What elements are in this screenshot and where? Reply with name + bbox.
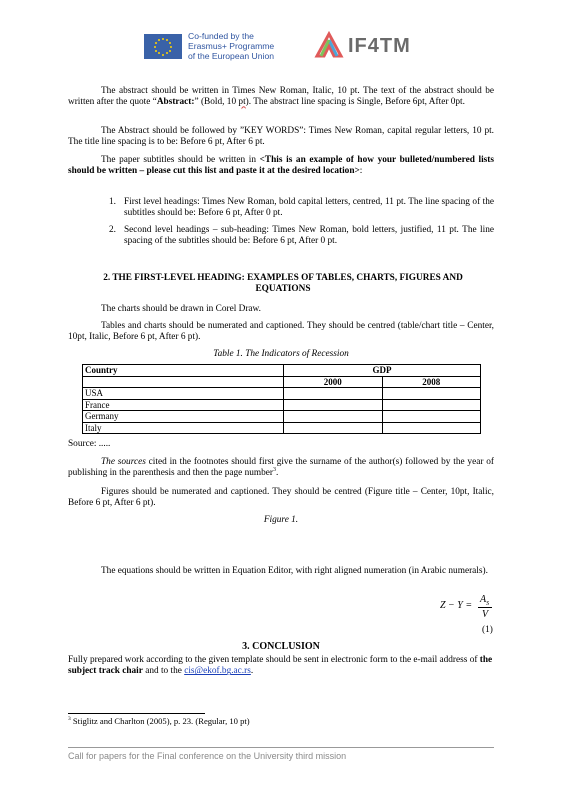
section-2-paragraph-1: The charts should be drawn in Corel Draw. — [101, 304, 261, 314]
table-row — [83, 399, 481, 411]
section-3-heading: 3. CONCLUSION — [242, 641, 320, 652]
eu-star-icon — [154, 46, 156, 48]
table-cell — [382, 411, 481, 423]
abstract-paragraph-3: The paper subtitles should be written in <This is an example of how your bulleted/numbered lists should be written – please cut this list and paste it at the desired location>: — [68, 155, 494, 177]
table-cell-country: Italy — [83, 422, 284, 434]
table-cell-country: France — [83, 399, 284, 411]
table-header-year: 2008 — [382, 376, 481, 388]
table-source: Source: ..... — [68, 439, 111, 449]
eu-star-icon — [162, 54, 164, 56]
table-cell-empty — [83, 376, 284, 388]
if4tm-logo-icon — [314, 31, 344, 61]
eu-star-icon — [162, 38, 164, 40]
eu-line-3: of the European Union — [188, 51, 275, 61]
eu-cofunded-label — [188, 31, 274, 61]
table-cell-country: USA — [83, 388, 284, 400]
table-cell — [284, 411, 383, 423]
table-header-country: Country — [83, 365, 284, 377]
equation-lhs: Z − Y = — [440, 600, 473, 611]
eu-star-icon — [158, 52, 160, 54]
list-item: 2. Second level headings – sub-heading: Times New Roman, bold letters, justified, 11 pt. The line spacing of the subtitles should be: Before 6 pt, After 0 pt. — [109, 225, 494, 247]
footer-text: Call for papers for the Final conference on the University third mission — [68, 751, 347, 761]
eu-star-icon — [166, 52, 168, 54]
equation-denominator: V — [482, 609, 489, 620]
footer-divider — [68, 747, 494, 748]
equation-fraction-bar — [478, 607, 492, 608]
table-header-gdp: GDP — [284, 365, 481, 377]
eu-star-icon — [166, 39, 168, 41]
footnote-divider — [68, 713, 205, 714]
if4tm-logo-text: IF4TM — [348, 35, 411, 57]
eu-star-icon — [169, 42, 171, 44]
section-2-paragraph-4: Figures should be numerated and captioned. They should be centred (Figure title – Center, 10pt, Italic, Before 6 pt, After 6 pt). — [68, 487, 494, 509]
table-header-year: 2000 — [284, 376, 383, 388]
eu-star-icon — [155, 50, 157, 52]
section-3-paragraph: Fully prepared work according to the given template should be sent in electronic form to the e-mail address of the subject track chair and to the cis@ekof.bg.ac.rs. — [68, 655, 493, 677]
section-2-paragraph-3: The sources cited in the footnotes should first give the surname of the author(s) followed by the year of publishing in the parenthesis and then the page number$^3$. — [68, 457, 494, 479]
eu-star-icon — [155, 42, 157, 44]
table-year-row — [83, 376, 481, 388]
table-cell — [284, 399, 383, 411]
table-header-row — [83, 365, 481, 377]
table-cell — [284, 388, 383, 400]
section-2-heading: 2. THE FIRST-LEVEL HEADING: EXAMPLES OF TABLES, CHARTS, FIGURES AND EQUATIONS — [103, 273, 463, 295]
table-row — [83, 422, 481, 434]
eu-flag-icon — [144, 34, 182, 59]
table-cell — [382, 388, 481, 400]
table-caption: Table 1. The Indicators of Recession — [213, 349, 349, 359]
equation-label: (1) — [482, 625, 493, 635]
equation-numerator: $A_S$ — [480, 594, 490, 607]
eu-star-icon — [158, 39, 160, 41]
section-2-paragraph-5: The equations should be written in Equation Editor, with right aligned numeration (in Arabic numerals). — [101, 566, 488, 576]
footnote: $^3$ Stiglitz and Charlton (2005), p. 23. (Regular, 10 pt) — [68, 716, 250, 726]
abstract-paragraph-2: The Abstract should be followed by ”KEY WORDS”: Times New Roman, capital regular letters, 10 pt. The title line spacing is to be: Before 6 pt, After 6 pt. — [68, 126, 494, 148]
eu-line-2: Erasmus+ Programme — [188, 41, 275, 51]
eu-star-icon — [170, 46, 172, 48]
table-cell-country: Germany — [83, 411, 284, 423]
abstract-paragraph-1: The abstract should be written in Times New Roman, Italic, 10 pt. The text of the abstract should be written after the quote “Abstract:” (Bold, 10 pt). The abstract line spacing is Single, Before 6pt, After 0pt. — [68, 86, 494, 108]
list-item: 1. First level headings: Times New Roman, bold capital letters, centred, 11 pt. The line spacing of the subtitles should be: Before 6 pt, After 0 pt. — [109, 197, 494, 219]
table-cell — [284, 422, 383, 434]
table-row — [83, 388, 481, 400]
table-cell — [382, 399, 481, 411]
email-link[interactable]: cis@ekof.bg.ac.rs — [184, 666, 251, 677]
table-cell — [382, 422, 481, 434]
figure-caption: Figure 1. — [263, 515, 299, 525]
recession-table — [82, 364, 481, 434]
eu-star-icon — [169, 50, 171, 52]
table-row — [83, 411, 481, 423]
eu-line-1: Co-funded by the — [188, 31, 254, 41]
section-2-paragraph-2: Tables and charts should be numerated and captioned. They should be centred (table/chart title – Center, 10pt, Italic, Before 6 pt, After 6 pt). — [68, 321, 494, 343]
